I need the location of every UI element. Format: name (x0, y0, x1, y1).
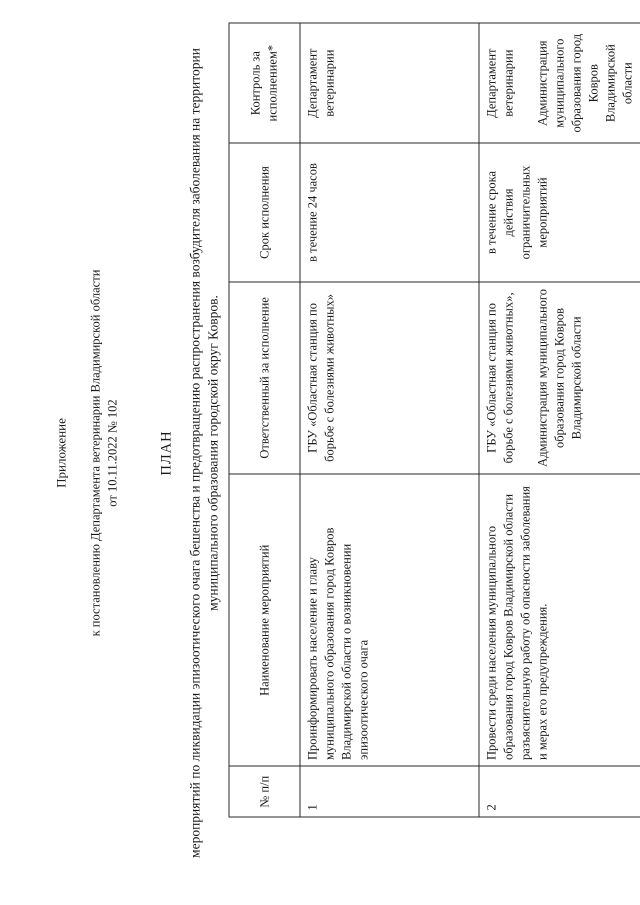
plan-title: ПЛАН (158, 429, 174, 476)
row-term: в течение срока действия ограничительных мероприятий (479, 143, 640, 281)
appendix-date: от 10.11.2022 № 102 (105, 398, 119, 507)
appendix-decree: к постановлению Департамента ветеринарии Владимирской области (88, 269, 102, 636)
row-control (479, 23, 640, 143)
row-responsible (479, 281, 640, 473)
header-control: Контроль за исполнением* (229, 23, 300, 143)
responsible-primary: ГБУ «Областная станция по борьбе с болезнями животных», (484, 291, 515, 463)
row-term: в течение 24 часов (300, 143, 479, 281)
row-responsible (300, 281, 479, 473)
row-action: Проинформировать население и главу муниципального образования город Ковров Владимирской области о возникновении эпизоотического очага (300, 474, 479, 766)
header-term: Срок исполнения (229, 143, 300, 281)
plan-subtitle: мероприятий по ликвидации эпизоотического очага бешенства и предотвращению распространения возбудителя заболевания на территории муниципального образования городской округ Ковров. (187, 47, 220, 858)
table-row (479, 23, 640, 817)
header-action: Наименование мероприятий (229, 474, 300, 766)
responsible-primary: ГБУ «Областная станция по борьбе с болезнями животных» (305, 293, 336, 462)
control-primary: Департамент ветеринарии (484, 48, 515, 118)
appendix-label: Приложение (53, 417, 68, 488)
control-secondary: Администрация муниципального образования город Ковров Владимирской области (535, 33, 634, 132)
table-header-row (229, 23, 300, 817)
row-action: Провести среди населения муниципального образования город Ковров Владимирской области разъяснительную работу об опасности заболевания и мерах его предупреждения. (479, 474, 640, 766)
plan-table (228, 22, 640, 817)
row-number: 1 (300, 766, 479, 817)
header-responsible: Ответственный за исполнение (229, 281, 300, 473)
row-number: 2 (479, 766, 640, 817)
table-row (300, 23, 479, 817)
header-number: № п/п (229, 766, 300, 817)
appendix-header (52, 0, 121, 905)
row-control (300, 23, 479, 143)
responsible-secondary: Администрация муниципального образования город Ковров Владимирской области (535, 288, 583, 467)
control-primary: Департамент ветеринарии (305, 48, 336, 118)
